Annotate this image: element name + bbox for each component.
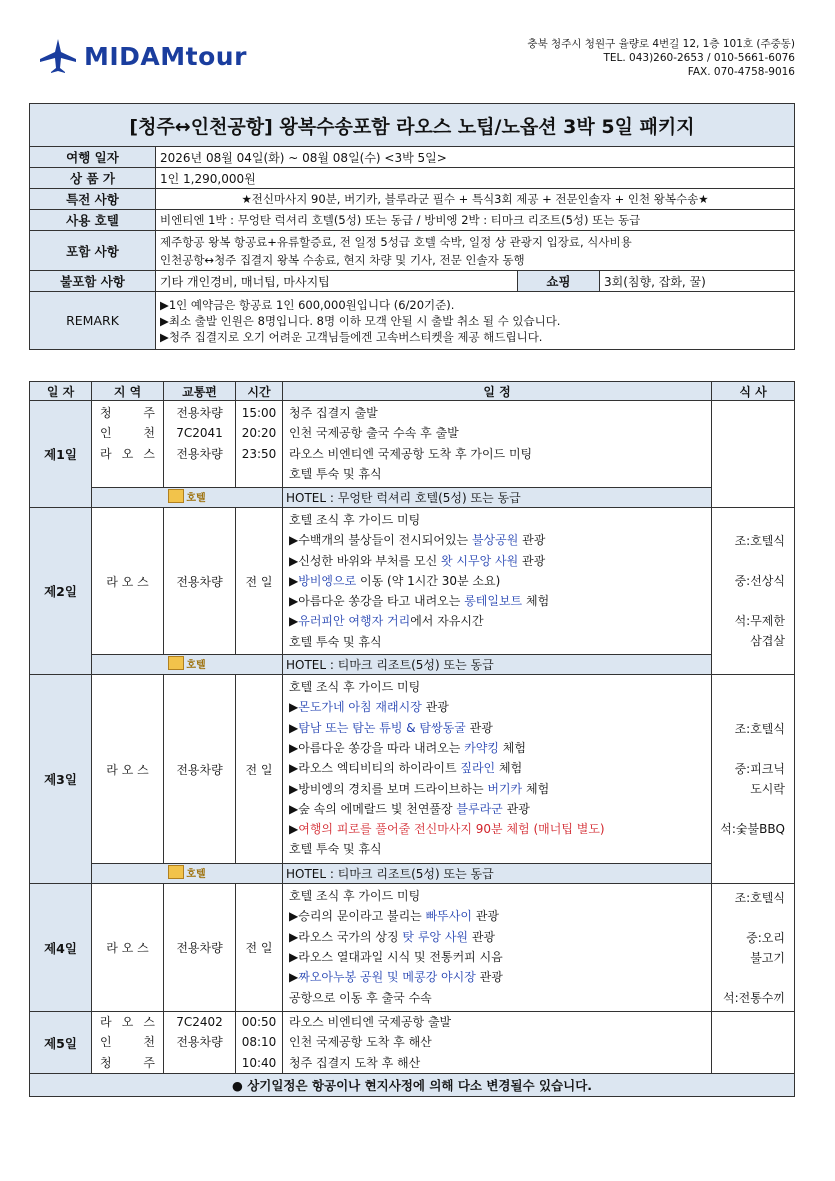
day5-regions [92, 1012, 164, 1074]
day2-row [30, 508, 795, 655]
day4-line-6: 공항으로 이동 후 출국 수속 [289, 990, 432, 1005]
info-row-benefit [30, 189, 795, 210]
day3-highlight-1: 몬도가네 아침 재래시장 [298, 700, 422, 715]
exclude-value: 기타 개인경비, 매너팁, 마사지팁 [156, 271, 518, 292]
day1-label: 제1일 [30, 401, 92, 508]
day3-time: 전 일 [236, 675, 283, 864]
info-row-price [30, 168, 795, 189]
day2-hotel: HOTEL : 티마크 리조트(5성) 또는 동급 [283, 655, 712, 675]
day2-line-2: ▶수백개의 불상들이 전시되어있는 불상공원 관광 [289, 533, 546, 548]
day2-meal-dinner-1: 석:무제한 [734, 614, 785, 629]
hotel-badge-text: 호텔 [186, 492, 206, 504]
price-label: 상 품 가 [30, 168, 156, 189]
page-header [30, 28, 795, 88]
day5-time-2: 08:10 [241, 1035, 277, 1050]
day3-highlight-6: 블루라군 [456, 801, 503, 816]
remark-line-3: ▶청주 집결지로 오기 어려운 고객님들에겐 고속버스티켓을 제공 해드립니다. [160, 329, 543, 344]
hotel-badge [168, 656, 205, 671]
day5-itinerary [283, 1012, 712, 1074]
tel-text: TEL. 043)260-2653 / 010-5661-6076 [603, 52, 795, 64]
day3-highlight-5: 버기카 [487, 781, 523, 796]
company-logo [38, 38, 247, 74]
date-value: 2026년 08월 04일(화) ~ 08월 08일(수) <3박 5일> [156, 147, 795, 168]
day1-itinerary [283, 401, 712, 488]
day4-itinerary [283, 884, 712, 1012]
day5-meals [712, 1012, 795, 1074]
day4-region: 라 오 스 [92, 884, 164, 1012]
itinerary-table [29, 381, 795, 1097]
date-label: 여행 일자 [30, 147, 156, 168]
day3-meal-lunch-1: 중:피크닉 [734, 762, 785, 777]
day3-line-4: ▶아름다운 쏭강을 따라 내려오는 카약킹 체험 [289, 740, 526, 755]
hotel-value: 비엔티엔 1박 : 무엉탄 럭셔리 호텔(5성) 또는 동급 / 방비엥 2박 : 티마크 리조트(5성) 또는 동급 [156, 210, 795, 231]
info-row-hotel [30, 210, 795, 231]
day4-meals [712, 884, 795, 1012]
day4-highlight-3: 짜오아누봉 공원 및 메콩강 야시장 [298, 970, 476, 985]
day2-meal-lunch: 중:선상식 [734, 574, 785, 589]
day2-highlight-5: 유러피안 여행자 거리 [298, 614, 411, 629]
day1-time-1: 15:00 [241, 406, 277, 420]
shopping-label: 쇼핑 [518, 271, 600, 292]
benefit-label: 특전 사항 [30, 189, 156, 210]
day3-line-3: ▶탐남 또는 탐논 튜빙 & 탐쌍동굴 관광 [289, 720, 493, 735]
hotel-label: 사용 호텔 [30, 210, 156, 231]
day1-line-3: 라오스 비엔티엔 국제공항 도착 후 가이드 미팅 [289, 446, 533, 461]
footer-note: ● 상기일정은 항공이나 현지사정에 의해 다소 변경될수 있습니다. [30, 1074, 795, 1097]
day3-meal-dinner: 석:숯불BBQ [720, 822, 785, 837]
day5-region-1: 라 오 스 [100, 1015, 155, 1030]
day3-meal-breakfast: 조:호텔식 [734, 722, 785, 737]
day2-line-3: ▶신성한 바위와 부처를 모신 왓 시무앙 사원 관광 [289, 553, 546, 568]
itinerary-header-row [30, 382, 795, 401]
day3-region: 라 오 스 [92, 675, 164, 864]
day4-transport: 전용차량 [164, 884, 236, 1012]
hotel-badge [168, 489, 205, 504]
address-text: 충북 청주시 청원구 율량로 4번길 12, 1층 101호 (주중동) [527, 38, 795, 50]
day1-row [30, 401, 795, 488]
day5-region-2: 인 천 [100, 1035, 155, 1050]
day5-line-1: 라오스 비엔티엔 국제공항 출발 [289, 1015, 452, 1030]
package-info-table [29, 103, 795, 350]
day1-regions [92, 401, 164, 488]
col-transport: 교통편 [164, 382, 236, 401]
day1-line-1: 청주 집결지 출발 [289, 406, 378, 420]
info-row-exclude [30, 271, 795, 292]
day4-label: 제4일 [30, 884, 92, 1012]
day3-label: 제3일 [30, 675, 92, 884]
col-region: 지 역 [92, 382, 164, 401]
hotel-badge-text: 호텔 [186, 659, 206, 671]
title-row [30, 104, 795, 147]
day3-hotel-row [30, 864, 795, 884]
day3-highlight-3: 카약킹 [464, 740, 499, 755]
day5-transport-1: 7C2402 [176, 1015, 223, 1030]
contact-info [527, 37, 795, 79]
day5-label: 제5일 [30, 1012, 92, 1074]
day3-line-2: ▶몬도가네 아침 재래시장 관광 [289, 700, 449, 715]
day2-meal-dinner-2: 삼겹살 [750, 634, 785, 649]
day2-line-7: 호텔 투숙 및 휴식 [289, 634, 382, 649]
day1-times [236, 401, 283, 488]
remark-value [156, 292, 795, 350]
day1-region-1: 청 주 [100, 406, 155, 420]
info-row-include [30, 231, 795, 271]
day3-line-8: ▶여행의 피로를 풀어줄 전신마사지 90분 체험 (매너팁 별도) [289, 822, 605, 837]
day4-highlight-2: 탓 루앙 사원 [402, 929, 469, 944]
day3-highlight-massage: 여행의 피로를 풀어줄 전신마사지 90분 체험 (매너팁 별도) [298, 822, 605, 837]
day2-hotel-row [30, 655, 795, 675]
day1-transports [164, 401, 236, 488]
day3-line-1: 호텔 조식 후 가이드 미팅 [289, 680, 421, 695]
col-itinerary: 일 정 [283, 382, 712, 401]
day1-meals [712, 401, 795, 508]
shopping-value: 3회(침향, 잡화, 꿀) [600, 271, 795, 292]
footer-row [30, 1074, 795, 1097]
logo-text: MIDAMtour [84, 41, 247, 71]
day5-row [30, 1012, 795, 1074]
day5-time-1: 00:50 [241, 1015, 277, 1030]
day1-region-2: 인 천 [100, 426, 155, 441]
day1-transport-3: 전용차량 [176, 446, 223, 461]
day3-hotel-badge-cell [92, 864, 283, 884]
day1-time-3: 23:50 [241, 446, 277, 461]
info-row-remark [30, 292, 795, 350]
day3-meals [712, 675, 795, 884]
day1-line-4: 호텔 투숙 및 휴식 [289, 466, 382, 481]
include-line-1: 제주항공 왕복 항공료+유류할증료, 전 일정 5성급 호텔 숙박, 일정 상 관광지 입장료, 식사비용 [160, 234, 632, 249]
day2-line-1: 호텔 조식 후 가이드 미팅 [289, 513, 421, 527]
include-label: 포함 사항 [30, 231, 156, 271]
hotel-badge-text: 호텔 [186, 868, 206, 880]
day1-line-2: 인천 국제공항 출국 수속 후 출발 [289, 426, 459, 441]
remark-line-2: ▶최소 출발 인원은 8명입니다. 8명 이하 모객 안될 시 출발 취소 될 수 있습니다. [160, 313, 561, 328]
day4-line-3: ▶라오스 국가의 상징 탓 루앙 사원 관광 [289, 929, 496, 944]
day4-meal-dinner: 석:전통수끼 [722, 990, 785, 1005]
day2-highlight-3: 방비엥으로 [298, 573, 357, 588]
day4-meal-lunch-1: 중:오리 [746, 930, 785, 945]
day3-transport: 전용차량 [164, 675, 236, 864]
day1-time-2: 20:20 [241, 426, 277, 441]
day5-line-2: 인천 국제공항 도착 후 해산 [289, 1035, 432, 1050]
day2-itinerary [283, 508, 712, 655]
day4-time: 전 일 [236, 884, 283, 1012]
include-line-2: 인천공항↔청주 집결지 왕복 수송료, 현지 차량 및 기사, 전문 인솔자 동행 [160, 252, 525, 267]
day4-line-2: ▶승리의 문이라고 불리는 빠뚜사이 관광 [289, 909, 499, 924]
day1-hotel-badge-cell [92, 488, 283, 508]
day2-highlight-1: 불상공원 [471, 533, 519, 548]
hotel-box-icon [168, 656, 184, 670]
day2-line-5: ▶아름다운 쏭강을 타고 내려오는 롱테일보트 체험 [289, 594, 550, 609]
hotel-box-icon [168, 865, 184, 879]
day2-line-6: ▶유러피안 여행자 거리에서 자유시간 [289, 614, 484, 629]
day3-line-7: ▶숲 속의 에메랄드 빛 천연풀장 블루라군 관광 [289, 801, 530, 816]
day3-meal-lunch-2: 도시락 [750, 782, 785, 797]
day2-region: 라 오 스 [92, 508, 164, 655]
col-time: 시간 [236, 382, 283, 401]
day2-line-4: ▶방비엥으로 이동 (약 1시간 30분 소요) [289, 573, 501, 588]
day4-meal-lunch-2: 불고기 [750, 950, 785, 965]
remark-label: REMARK [30, 292, 156, 350]
day4-highlight-1: 빠뚜사이 [425, 909, 472, 924]
col-day: 일 자 [30, 382, 92, 401]
day3-line-5: ▶라오스 엑티비티의 하이라이트 짚라인 체험 [289, 761, 523, 776]
day5-time-3: 10:40 [241, 1055, 277, 1070]
airplane-icon [38, 38, 78, 74]
price-value: 1인 1,290,000원 [156, 168, 795, 189]
include-value [156, 231, 795, 271]
col-meal: 식 사 [712, 382, 795, 401]
info-row-date [30, 147, 795, 168]
day3-row [30, 675, 795, 864]
day5-transport-2: 전용차량 [176, 1035, 223, 1050]
hotel-box-icon [168, 489, 184, 503]
day1-transport-2: 7C2041 [176, 426, 223, 441]
day5-transports [164, 1012, 236, 1074]
hotel-badge [168, 865, 205, 880]
remark-line-1: ▶1인 예약금은 항공료 1인 600,000원입니다 (6/20기준). [160, 297, 455, 312]
day1-transport-1: 전용차량 [176, 406, 223, 420]
fax-text: FAX. 070-4758-9016 [687, 66, 795, 78]
day4-line-1: 호텔 조식 후 가이드 미팅 [289, 889, 421, 904]
day2-highlight-2: 왓 시무앙 사원 [441, 553, 519, 568]
day4-meal-breakfast: 조:호텔식 [734, 890, 785, 905]
day3-itinerary [283, 675, 712, 864]
day3-highlight-4: 짚라인 [460, 761, 496, 776]
day3-line-9: 호텔 투숙 및 휴식 [289, 842, 382, 857]
package-title: [청주↔인천공항] 왕복수송포함 라오스 노팁/노옵션 3박 5일 패키지 [30, 104, 795, 147]
day1-region-3: 라 오 스 [100, 446, 155, 461]
day3-hotel: HOTEL : 티마크 리조트(5성) 또는 동급 [283, 864, 712, 884]
day5-line-3: 청주 집결지 도착 후 해산 [289, 1055, 421, 1070]
day4-line-4: ▶라오스 열대과일 시식 및 전통커피 시음 [289, 949, 503, 964]
day3-line-6: ▶방비엥의 경치를 보며 드라이브하는 버기카 체험 [289, 781, 550, 796]
day4-row [30, 884, 795, 1012]
day2-hotel-badge-cell [92, 655, 283, 675]
day2-label: 제2일 [30, 508, 92, 675]
day5-region-3: 청 주 [100, 1055, 155, 1070]
day5-times [236, 1012, 283, 1074]
day2-transport: 전용차량 [164, 508, 236, 655]
day2-time: 전 일 [236, 508, 283, 655]
day1-hotel: HOTEL : 무엉탄 럭셔리 호텔(5성) 또는 동급 [283, 488, 712, 508]
day3-highlight-2: 탐남 또는 탐논 튜빙 & 탐쌍동굴 [298, 720, 466, 735]
day2-meals [712, 508, 795, 675]
day2-highlight-4: 롱테일보트 [464, 594, 523, 609]
day2-meal-breakfast: 조:호텔식 [734, 534, 785, 549]
day4-line-5: ▶짜오아누봉 공원 및 메콩강 야시장 관광 [289, 970, 503, 985]
exclude-label: 불포함 사항 [30, 271, 156, 292]
benefit-value: ★전신마사지 90분, 버기카, 블루라군 필수 + 특식3회 제공 + 전문인솔자 + 인천 왕복수송★ [156, 189, 795, 210]
day1-hotel-row [30, 488, 795, 508]
